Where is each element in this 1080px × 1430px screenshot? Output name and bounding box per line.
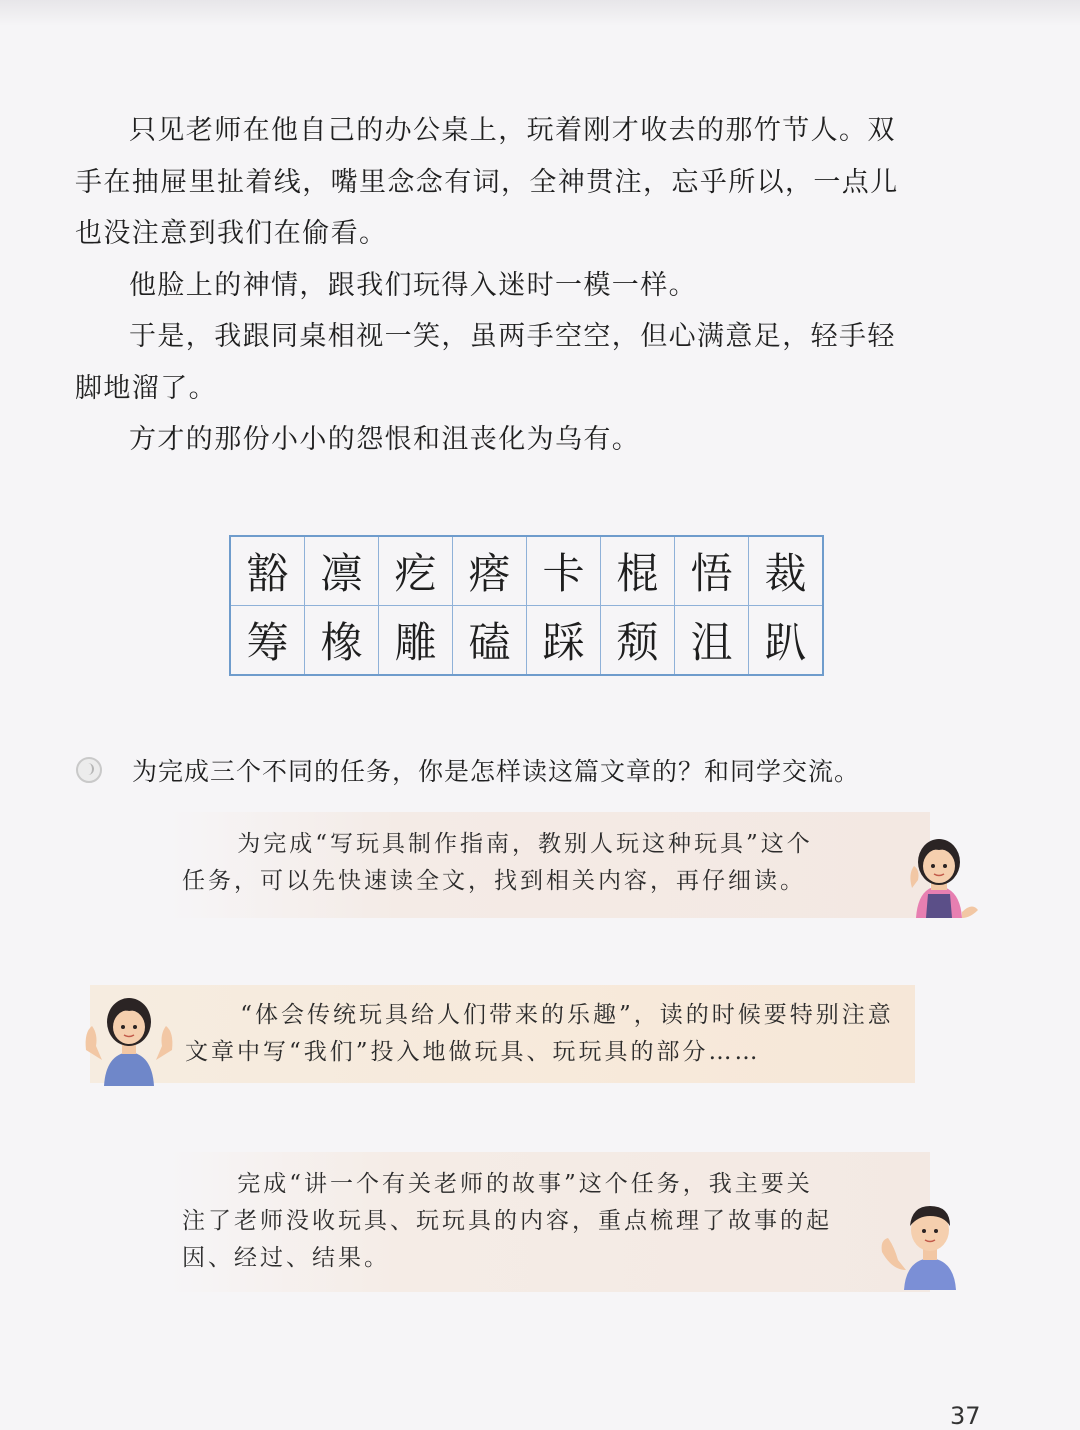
story-line: 于是，我跟同桌相视一笑，虽两手空空，但心满意足，轻手轻 <box>129 321 896 352</box>
character-cell: 裁 <box>749 536 824 606</box>
bubble-line: 完成“讲一个有关老师的故事”这个任务，我主要关 <box>237 1171 813 1197</box>
bubble-line: “体会传统玩具给人们带来的乐趣”，读的时候要特别注意 <box>240 1002 894 1028</box>
character-cell: 磕 <box>453 606 527 676</box>
character-cell: 瘩 <box>453 536 527 606</box>
boy-student-icon <box>878 1198 974 1290</box>
story-paragraph-3 <box>75 311 985 414</box>
character-cell: 橡 <box>305 606 379 676</box>
character-row <box>230 536 823 606</box>
girl-student-icon <box>80 990 178 1086</box>
bubble-line: 为完成“写玩具制作指南，教别人玩这种玩具”这个 <box>237 831 813 857</box>
character-cell: 筹 <box>230 606 305 676</box>
character-cell: 趴 <box>749 606 824 676</box>
bubble-line: 任务，可以先快速读全文，找到相关内容，再仔细读。 <box>182 868 806 894</box>
bubble-line: 因、经过、结果。 <box>182 1245 390 1271</box>
character-cell: 颓 <box>601 606 675 676</box>
speech-bubble-1 <box>170 812 930 918</box>
character-cell: 棍 <box>601 536 675 606</box>
character-cell: 悟 <box>675 536 749 606</box>
page-number: 37 <box>950 1402 981 1430</box>
character-cell: 疙 <box>379 536 453 606</box>
story-paragraph-1 <box>75 105 985 260</box>
character-cell: 沮 <box>675 606 749 676</box>
question-icon <box>76 757 102 783</box>
discussion-question <box>76 752 860 788</box>
page-top-edge <box>0 0 1080 26</box>
bubble-line: 文章中写“我们”投入地做玩具、玩玩具的部分…… <box>185 1039 761 1065</box>
girl-student-icon <box>898 832 980 920</box>
character-cell: 卡 <box>527 536 601 606</box>
character-row <box>230 606 823 676</box>
character-cell: 踩 <box>527 606 601 676</box>
story-line: 手在抽屉里扯着线，嘴里念念有词，全神贯注，忘乎所以，一点儿 <box>75 166 899 198</box>
story-line: 脚地溜了。 <box>75 372 217 404</box>
character-cell: 豁 <box>230 536 305 606</box>
bubble-line: 注了老师没收玩具、玩玩具的内容，重点梳理了故事的起 <box>182 1208 832 1234</box>
speech-bubble-3 <box>170 1152 930 1292</box>
story-line: 只见老师在他自己的办公桌上，玩着刚才收去的那竹节人。双 <box>129 115 896 146</box>
story-line: 也没注意到我们在偷看。 <box>75 218 388 249</box>
question-text: 为完成三个不同的任务，你是怎样读这篇文章的？和同学交流。 <box>132 757 861 786</box>
story-paragraph-2: 他脸上的神情，跟我们玩得入迷时一模一样。 <box>129 269 697 301</box>
speech-bubble-2 <box>90 985 915 1083</box>
story-paragraph-4: 方才的那份小小的怨恨和沮丧化为乌有。 <box>129 424 641 455</box>
character-cell: 雕 <box>379 606 453 676</box>
story-text <box>75 105 985 466</box>
character-grid <box>229 535 824 676</box>
character-cell: 凛 <box>305 536 379 606</box>
